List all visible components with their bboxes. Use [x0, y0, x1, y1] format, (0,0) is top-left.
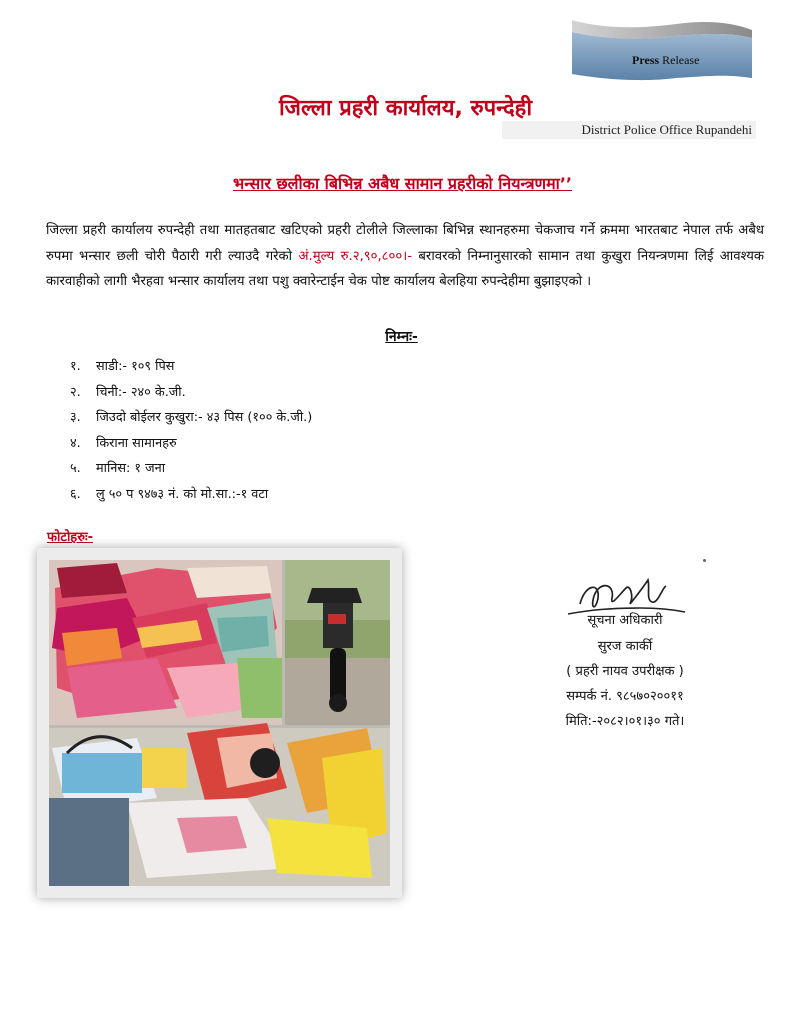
item-text: चिनी:- २४० के.जी. — [96, 384, 186, 400]
press-headline: भन्सार छलीका बिभिन्न अबैध सामान प्रहरीको नियन्त्रणमा’’ — [232, 174, 572, 193]
item-text: मानिस: १ जना — [96, 461, 166, 476]
office-title: जिल्ला प्रहरी कार्यालय, रुपन्देही — [278, 96, 533, 121]
press-release-label — [632, 53, 699, 68]
item-text: जिउदो बोईलर कुखुरा:- ४३ पिस (१०० के.जी.) — [96, 410, 313, 425]
list-item — [70, 482, 312, 508]
item-number: १. — [70, 359, 81, 374]
release-date: मिति:-२०८२।०१।३० गते। — [565, 714, 685, 729]
grocery-sacks-photo — [49, 723, 390, 886]
body-paragraph — [46, 218, 764, 295]
item-text: किराना सामानहरु — [96, 435, 177, 451]
list-item — [70, 456, 312, 482]
motorcycle-photo — [285, 560, 390, 725]
signatory-title: सूचना अधिकारी — [587, 613, 663, 628]
signatory-name: सुरज कार्की — [597, 639, 653, 654]
list-item — [70, 354, 312, 380]
list-item — [70, 405, 312, 431]
item-number: ३. — [70, 410, 81, 425]
item-text: लु ५० प ९४७३ नं. को मो.सा.:-१ वटा — [96, 486, 269, 502]
item-number: ६. — [70, 486, 81, 502]
photos-heading: फोटोहरुः- — [47, 530, 94, 545]
press-word: Press — [632, 53, 660, 67]
list-heading: निम्नः- — [385, 329, 418, 345]
body-text-end: बरावरको निम्नानुसारको सामान तथा कुखुरा नियन्त्रणमा लिई आवश्यक कारवाहीको लागी भैरहवा भन्सार कार्यालय तथा पशु क्वारेन्टाईन चेक पोष्ट कार्यालय बेलहिया रुपन्देहीमा बुझाइएको । — [46, 248, 764, 289]
list-item — [70, 431, 312, 457]
mark-dot — [703, 559, 706, 562]
signatory-rank: ( प्रहरी नायव उपरीक्षक ) — [566, 664, 684, 679]
seized-goods-photo-collage — [37, 548, 402, 898]
item-number: ५. — [70, 461, 81, 476]
press-release-ribbon — [566, 18, 758, 84]
item-number: २. — [70, 384, 81, 400]
seized-amount: अं.मुल्य रु.२,९०,८००।- — [298, 248, 413, 264]
release-word: Release — [659, 53, 700, 67]
seized-items-list — [70, 354, 312, 507]
contact-number: सम्पर्क नं. ९८५७०२००११ — [566, 689, 684, 704]
list-item — [70, 380, 312, 406]
item-number: ४. — [70, 435, 81, 451]
saris-photo — [49, 560, 282, 725]
body-text-start: जिल्ला प्रहरी कार्यालय रुपन्देही तथा मातहतबाट खटिएको प्रहरी टोलीले जिल्लाका बिभिन्न स्थानहरुमा चेकजाच गर्ने क्रममा भारतबाट नेपाल तर्फ अबैध रुपमा भन्सार छली चोरी पैठारी गरी ल्याउदै गरेको — [46, 223, 764, 264]
item-text: साडी:- १०९ पिस — [96, 359, 175, 374]
office-english-name: District Police Office Rupandehi — [502, 121, 756, 139]
